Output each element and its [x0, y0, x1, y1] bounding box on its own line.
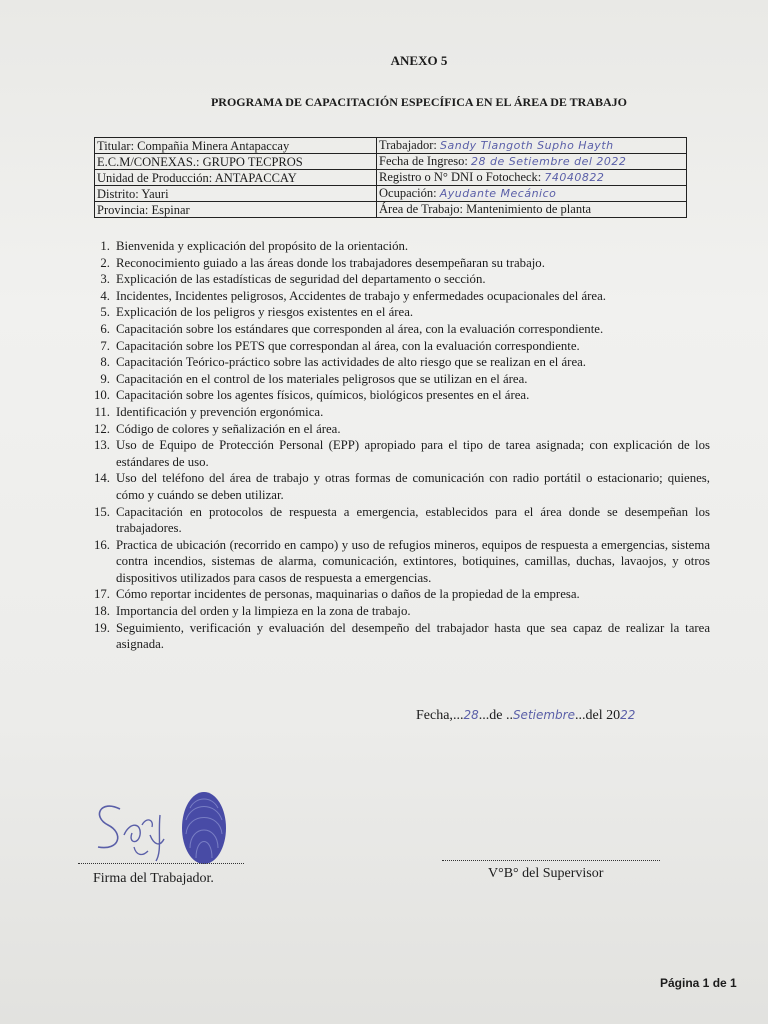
list-item [80, 603, 710, 620]
item-text: Reconocimiento guiado a las áreas donde los trabajadores desempeñaran su trabajo. [116, 255, 545, 270]
list-item [80, 537, 710, 587]
item-text: Uso de Equipo de Protección Personal (EPP) apropiado para el tipo de tarea asignada; con explicación de los estándares de uso. [116, 438, 710, 469]
item-text: Bienvenida y explicación del propósito de la orientación. [116, 239, 409, 253]
table-cell [377, 186, 687, 202]
item-text: Uso del teléfono del área de trabajo y otras formas de comunicación con radio portátil o estacionario; quienes, cómo y cuándo se deben utilizar. [116, 471, 710, 502]
item-number: 3. [100, 272, 110, 287]
list-item [80, 338, 710, 355]
worker-signature-line [78, 863, 244, 864]
field-label: Fecha de Ingreso: [379, 154, 468, 168]
list-item [80, 371, 710, 388]
item-text: Código de colores y señalización en el área. [116, 421, 341, 436]
list-item [80, 404, 710, 421]
table-cell [377, 138, 687, 154]
table-row [95, 138, 687, 154]
list-item [80, 288, 710, 305]
item-number: 10. [94, 388, 110, 403]
training-list [80, 238, 710, 653]
item-text: Cómo reportar incidentes de personas, maquinarias o daños de la propiedad de la empresa. [116, 587, 580, 602]
item-number: 9. [100, 371, 110, 386]
item-number: 5. [100, 305, 110, 320]
table-cell: Provincia: Espinar [95, 202, 377, 218]
item-number: 7. [100, 338, 110, 353]
item-text: Identificación y prevención ergonómica. [116, 404, 324, 419]
table-cell: Titular: Compañia Minera Antapaccay [95, 138, 377, 154]
date-month: Setiembre [512, 708, 575, 722]
handwritten-value: Ayudante Mecánico [439, 187, 557, 200]
item-number: 4. [100, 288, 110, 303]
item-number: 17. [94, 587, 110, 602]
table-cell [377, 202, 687, 218]
item-number: 8. [100, 355, 110, 370]
list-item [80, 421, 710, 438]
date-day: 28 [463, 708, 479, 722]
item-number: 14. [94, 471, 110, 486]
list-item [80, 586, 710, 603]
table-cell [377, 154, 687, 170]
list-item [80, 255, 710, 272]
info-table [94, 137, 687, 218]
handwritten-value: 28 de Setiembre del 2022 [470, 155, 627, 168]
item-number: 16. [94, 537, 110, 552]
item-text: Capacitación en protocolos de respuesta a emergencia, establecidos para el área donde se desempeñan los trabajadores. [116, 504, 710, 536]
fingerprint-icon [176, 788, 232, 870]
item-number: 11. [94, 404, 110, 419]
item-number: 2. [100, 255, 110, 270]
item-text: Importancia del orden y la limpieza en la zona de trabajo. [116, 604, 411, 619]
item-number: 18. [94, 604, 110, 619]
table-row [95, 170, 687, 186]
supervisor-signature-line [442, 860, 660, 861]
list-item [80, 238, 710, 255]
item-number: 12. [94, 421, 110, 436]
field-label: Área de Trabajo: Mantenimiento de planta [379, 202, 592, 216]
date-de: de [489, 708, 503, 723]
list-item [80, 271, 710, 288]
table-cell [377, 170, 687, 186]
program-title: PROGRAMA DE CAPACITACIÓN ESPECÍFICA EN EL ÁREA DE TRABAJO [210, 95, 628, 109]
list-item [80, 437, 710, 470]
item-text: Practica de ubicación (recorrido en campo) y uso de refugios mineros, equipos de respuesta a emergencias, sistema contra incendios, sistemas de alarma, comunicación, extintores, botiquines, camillas, duchas, lavaojos, y otros dispositivos utilizados para casos de respuesta a emergencias. [116, 537, 710, 585]
table-row [95, 186, 687, 202]
item-number: 19. [94, 620, 110, 635]
field-label: Ocupación: [379, 186, 437, 200]
item-text: Capacitación sobre los PETS que correspondan al área, con la evaluación correspondiente. [116, 338, 580, 353]
item-text: Capacitación sobre los estándares que corresponden al área, con la evaluación correspondiente. [116, 321, 604, 336]
item-number: 6. [100, 321, 110, 336]
item-text: Explicación de los peligros y riesgos existentes en el área. [116, 305, 414, 320]
item-number: 1. [100, 239, 110, 253]
field-label: Registro o N° DNI o Fotocheck: [379, 170, 542, 184]
date-year: 22 [620, 708, 636, 722]
item-text: Incidentes, Incidentes peligrosos, Accidentes de trabajo y enfermedades ocupacionales del área. [116, 288, 606, 303]
list-item [80, 304, 710, 321]
item-text: Explicación de las estadísticas de seguridad del departamento o sección. [116, 272, 486, 287]
date-del: del 20 [585, 708, 621, 723]
table-cell: E.C.M/CONEXAS.: GRUPO TECPROS [95, 154, 377, 170]
item-text: Capacitación Teórico-práctico sobre las actividades de alto riesgo que se realizan en el área. [116, 355, 586, 370]
list-item [80, 470, 710, 503]
list-item [80, 321, 710, 338]
list-item [80, 387, 710, 404]
field-label: Trabajador: [379, 138, 437, 152]
item-number: 13. [94, 438, 110, 453]
handwritten-value: 74040822 [544, 171, 605, 184]
table-row [95, 202, 687, 218]
table-cell: Distrito: Yauri [95, 186, 377, 202]
list-item [80, 354, 710, 371]
handwritten-value: Sandy Tlangoth Supho Hayth [440, 139, 614, 152]
item-text: Seguimiento, verificación y evaluación del desempeño del trabajador hasta que sea capaz de realizar la tarea asignada. [116, 620, 710, 652]
table-row [95, 154, 687, 170]
worker-signature-label: Firma del Trabajador. [93, 871, 214, 886]
item-text: Capacitación sobre los agentes físicos, químicos, biológicos presentes en el área. [116, 388, 530, 403]
item-text: Capacitación en el control de los materiales peligrosos que se utilizan en el área. [116, 371, 528, 386]
supervisor-signature-label: V°B° del Supervisor [488, 866, 604, 881]
page-number: Página 1 de 1 [660, 976, 737, 990]
table-cell: Unidad de Producción: ANTAPACCAY [95, 170, 377, 186]
date-prefix: Fecha, [416, 708, 453, 723]
list-item [80, 504, 710, 537]
list-item [80, 620, 710, 653]
item-number: 15. [94, 504, 110, 519]
annex-title: ANEXO 5 [390, 53, 448, 68]
date-line: Fecha,...28...de ..Setiembre...del 2022 [416, 708, 636, 723]
